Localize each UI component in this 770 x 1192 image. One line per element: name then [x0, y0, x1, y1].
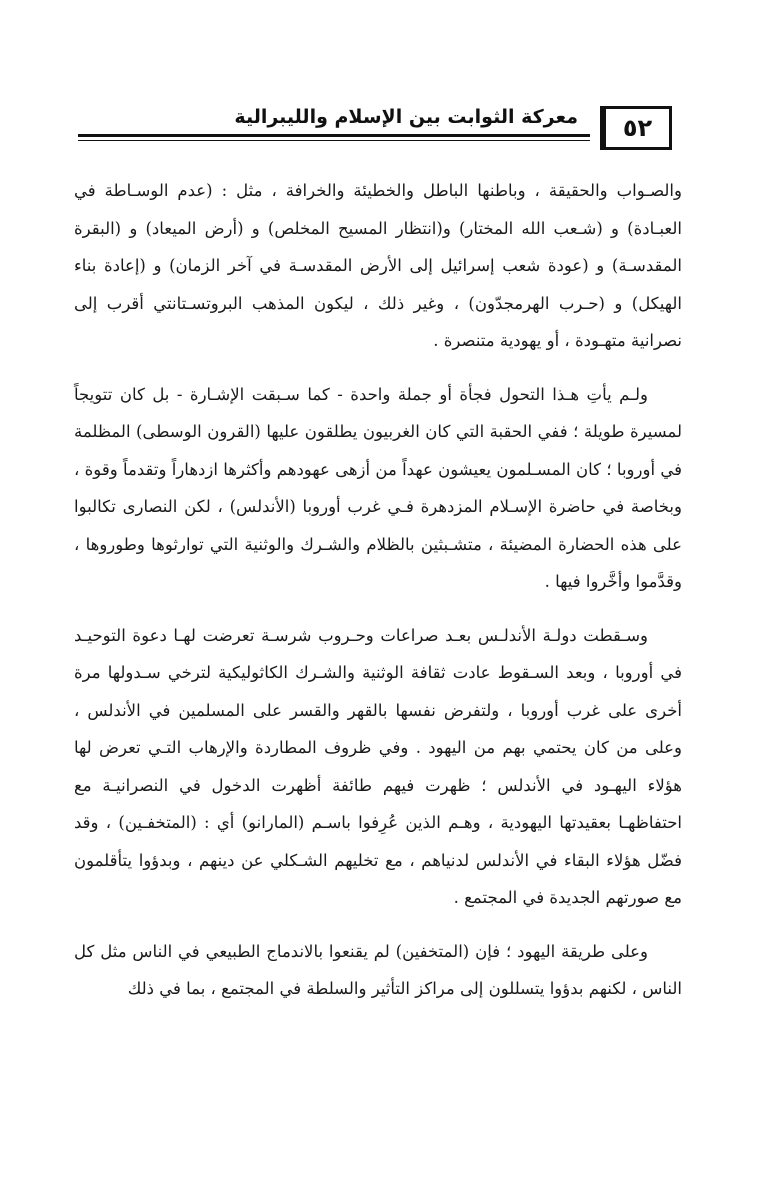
running-title: معركة الثوابت بين الإسلام والليبرالية	[234, 106, 578, 128]
paragraph-2: ولـم يأتِ هـذا التحول فجأة أو جملة واحدة - كما سـبقت الإشـارة - بل كان تتويجاً لمسيرة طويلة ؛ ففي الحقبة التي كان الغربيون يطلقون عليها (القرون الوسطى) المظلمة في أوروبا ؛ كان المسـلمون يعيشون عهداً من أزهى عهودهم وأكثرها ازدهاراً وتقدماً وقوة ، وبخاصة في حاضرة الإسـلام المزدهرة فـي غرب أوروبا (الأندلس) ، لكن النصارى تكالبوا على هذه الحضارة المضيئة ، متشـبثين بالظلام والشـرك والوثنية التي توارثوها وطوروها ، وقدَّموا وأخَّروا فيها .	[74, 384, 682, 591]
header-rule	[78, 134, 590, 137]
page-number: ٥٢	[600, 106, 672, 150]
paragraph-3: وسـقطت دولـة الأندلـس بعـد صراعات وحـروب شرسـة تعرضت لهـا دعوة التوحيـد في أوروبا ، وبعد السـقوط عادت ثقافة الوثنية والشـرك الكاثوليكية لترخي سـدولها مرة أخرى على غرب أوروبا ، ولتفرض نفسها بالقهر والقسر على المسلمين في الأندلس ، وعلى من كان يحتمي بهم من اليهود . وفي ظروف المطاردة والإرهاب التـي تعرض لها هؤلاء اليهـود في الأندلس ؛ ظهرت فيهم طائفة أظهرت الدخول في النصرانيـة مع احتفاظهـا بعقيدتها اليهودية ، وهـم الذين عُرِفوا باسـم (المارانو) أي : (المتخفـين) ، وقد فضّل هؤلاء البقاء في الأندلس لدنياهم ، مع تخليهم الشـكلي عن دينهم ، وبدؤوا يتأقلمون مع صورتهم الجديدة في المجتمع .	[74, 625, 682, 907]
header-rule-thin	[78, 140, 590, 141]
paragraph-4: وعلى طريقة اليهود ؛ فإن (المتخفين) لم يقنعوا بالاندماج الطبيعي في الناس مثل كل الناس ، لكنهم بدؤوا يتسللون إلى مراكز التأثير والسلطة في المجتمع ، بما في ذلك	[74, 941, 682, 998]
page-header	[78, 96, 676, 156]
body-text	[74, 172, 682, 1024]
paragraph-1: والصـواب والحقيقة ، وباطنها الباطل والخطيئة والخرافة ، مثل : (عدم الوسـاطة في العبـادة) و (شـعب الله المختار) و(انتظار المسيح المخلص) و (أرض الميعاد) و (البقرة المقدسـة) و (عودة شعب إسرائيل إلى الأرض المقدسـة في آخر الزمان) و (إعادة بناء الهيكل) و (حـرب الهرمجدّون) ، وغير ذلك ، ليكون المذهب البروتسـتانتي أقرب إلى نصرانية متهـودة ، أو يهودية متنصرة .	[74, 181, 682, 350]
